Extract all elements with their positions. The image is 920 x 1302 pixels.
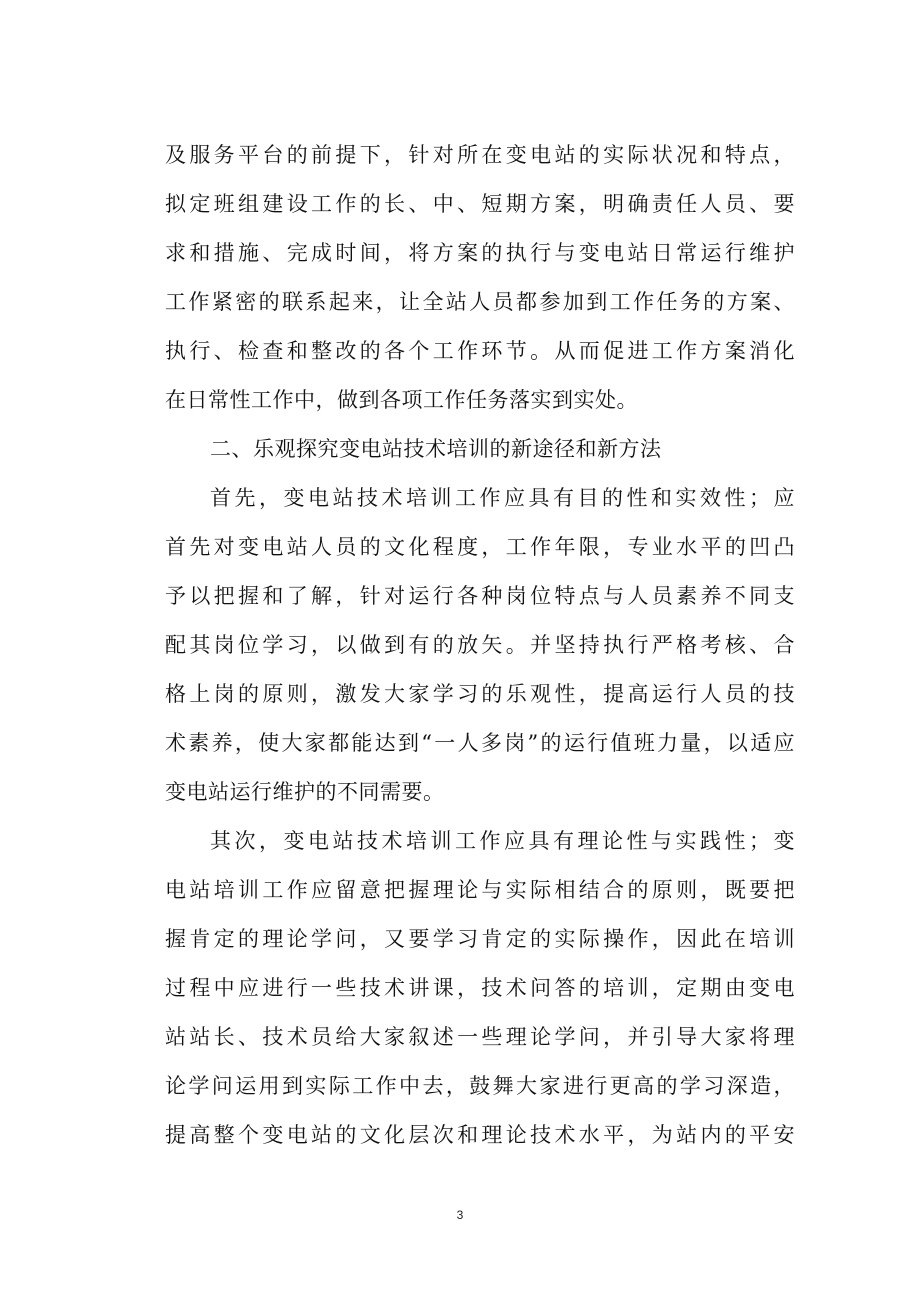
text-line: 其次，变电站技术培训工作应具有理论性与实践性；变 [210, 829, 795, 853]
text-line: 过程中应进行一些技术讲课，技术问答的培训，定期由变电 [165, 976, 795, 1000]
text-line: 配其岗位学习，以做到有的放矢。并坚持执行严格考核、合 [165, 633, 795, 657]
text-line: 提高整个变电站的文化层次和理论技术水平，为站内的平安 [165, 1123, 795, 1147]
text-line: 首先对变电站人员的文化程度，工作年限，专业水平的凹凸 [165, 535, 795, 559]
text-line: 首先，变电站技术培训工作应具有目的性和实效性；应 [210, 486, 795, 510]
text-line: 电站培训工作应留意把握理论与实际相结合的原则，既要把 [165, 878, 795, 902]
text-line: 在日常性工作中，做到各项工作任务落实到实处。 [165, 388, 638, 412]
text-line: 工作紧密的联系起来，让全站人员都参加到工作任务的方案、 [165, 290, 795, 314]
text-line: 执行、检查和整改的各个工作环节。从而促进工作方案消化 [165, 339, 795, 363]
text-line: 及服务平台的前提下，针对所在变电站的实际状况和特点， [165, 143, 795, 167]
text-line: 格上岗的原则，激发大家学习的乐观性，提高运行人员的技 [165, 682, 795, 706]
text-line: 拟定班组建设工作的长、中、短期方案，明确责任人员、要 [165, 192, 795, 216]
document-body [165, 131, 795, 1160]
text-line: 站站长、技术员给大家叙述一些理论学问，并引导大家将理 [165, 1025, 795, 1049]
text-line: 予以把握和了解，针对运行各种岗位特点与人员素养不同支 [165, 584, 795, 608]
text-line: 求和措施、完成时间，将方案的执行与变电站日常运行维护 [165, 241, 795, 265]
text-line: 术素养，使大家都能达到“一人多岗”的运行值班力量，以适应 [165, 731, 795, 755]
text-line: 变电站运行维护的不同需要。 [165, 780, 445, 804]
text-line: 握肯定的理论学问，又要学习肯定的实际操作，因此在培训 [165, 927, 795, 951]
text-line: 论学问运用到实际工作中去，鼓舞大家进行更高的学习深造， [165, 1074, 795, 1098]
section-heading: 二、乐观探究变电站技术培训的新途径和新方法 [210, 437, 662, 461]
page-number: 3 [456, 1208, 464, 1222]
